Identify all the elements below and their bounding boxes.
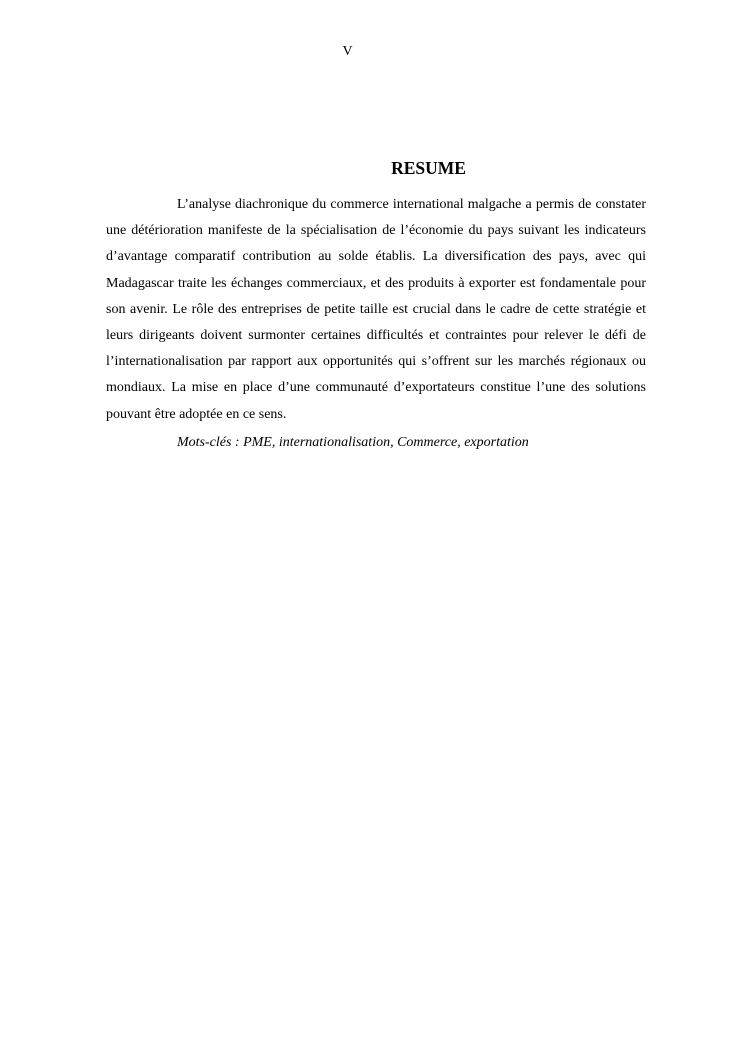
abstract-paragraph: L’analyse diachronique du commerce international malgache a permis de constater une détérioration manifeste de la spécialisation de l’économie du pays suivant les indicateurs d’avantage comparatif contribution au solde établis. La diversification des pays, avec qui Madagascar traite les échanges commerciaux, et des produits à exporter est fondamentale pour son avenir. Le rôle des entreprises de petite taille est crucial dans le cadre de cette stratégie et leurs dirigeants doivent surmonter certaines difficultés et contraintes pour relever le défi de l’internationalisation par rapport aux opportunités qui s’offrent sur les marchés régionaux ou mondiaux. La mise en place d’une communauté d’exportateurs constitue l’une des solutions pouvant être adoptée en ce sens. [106,197,646,422]
resume-heading [106,157,646,179]
keywords-line: Mots-clés : PME, internationalisation, Commerce, exportation [177,435,529,450]
page-number: V [342,44,353,59]
resume-title: RESUME [391,158,466,178]
